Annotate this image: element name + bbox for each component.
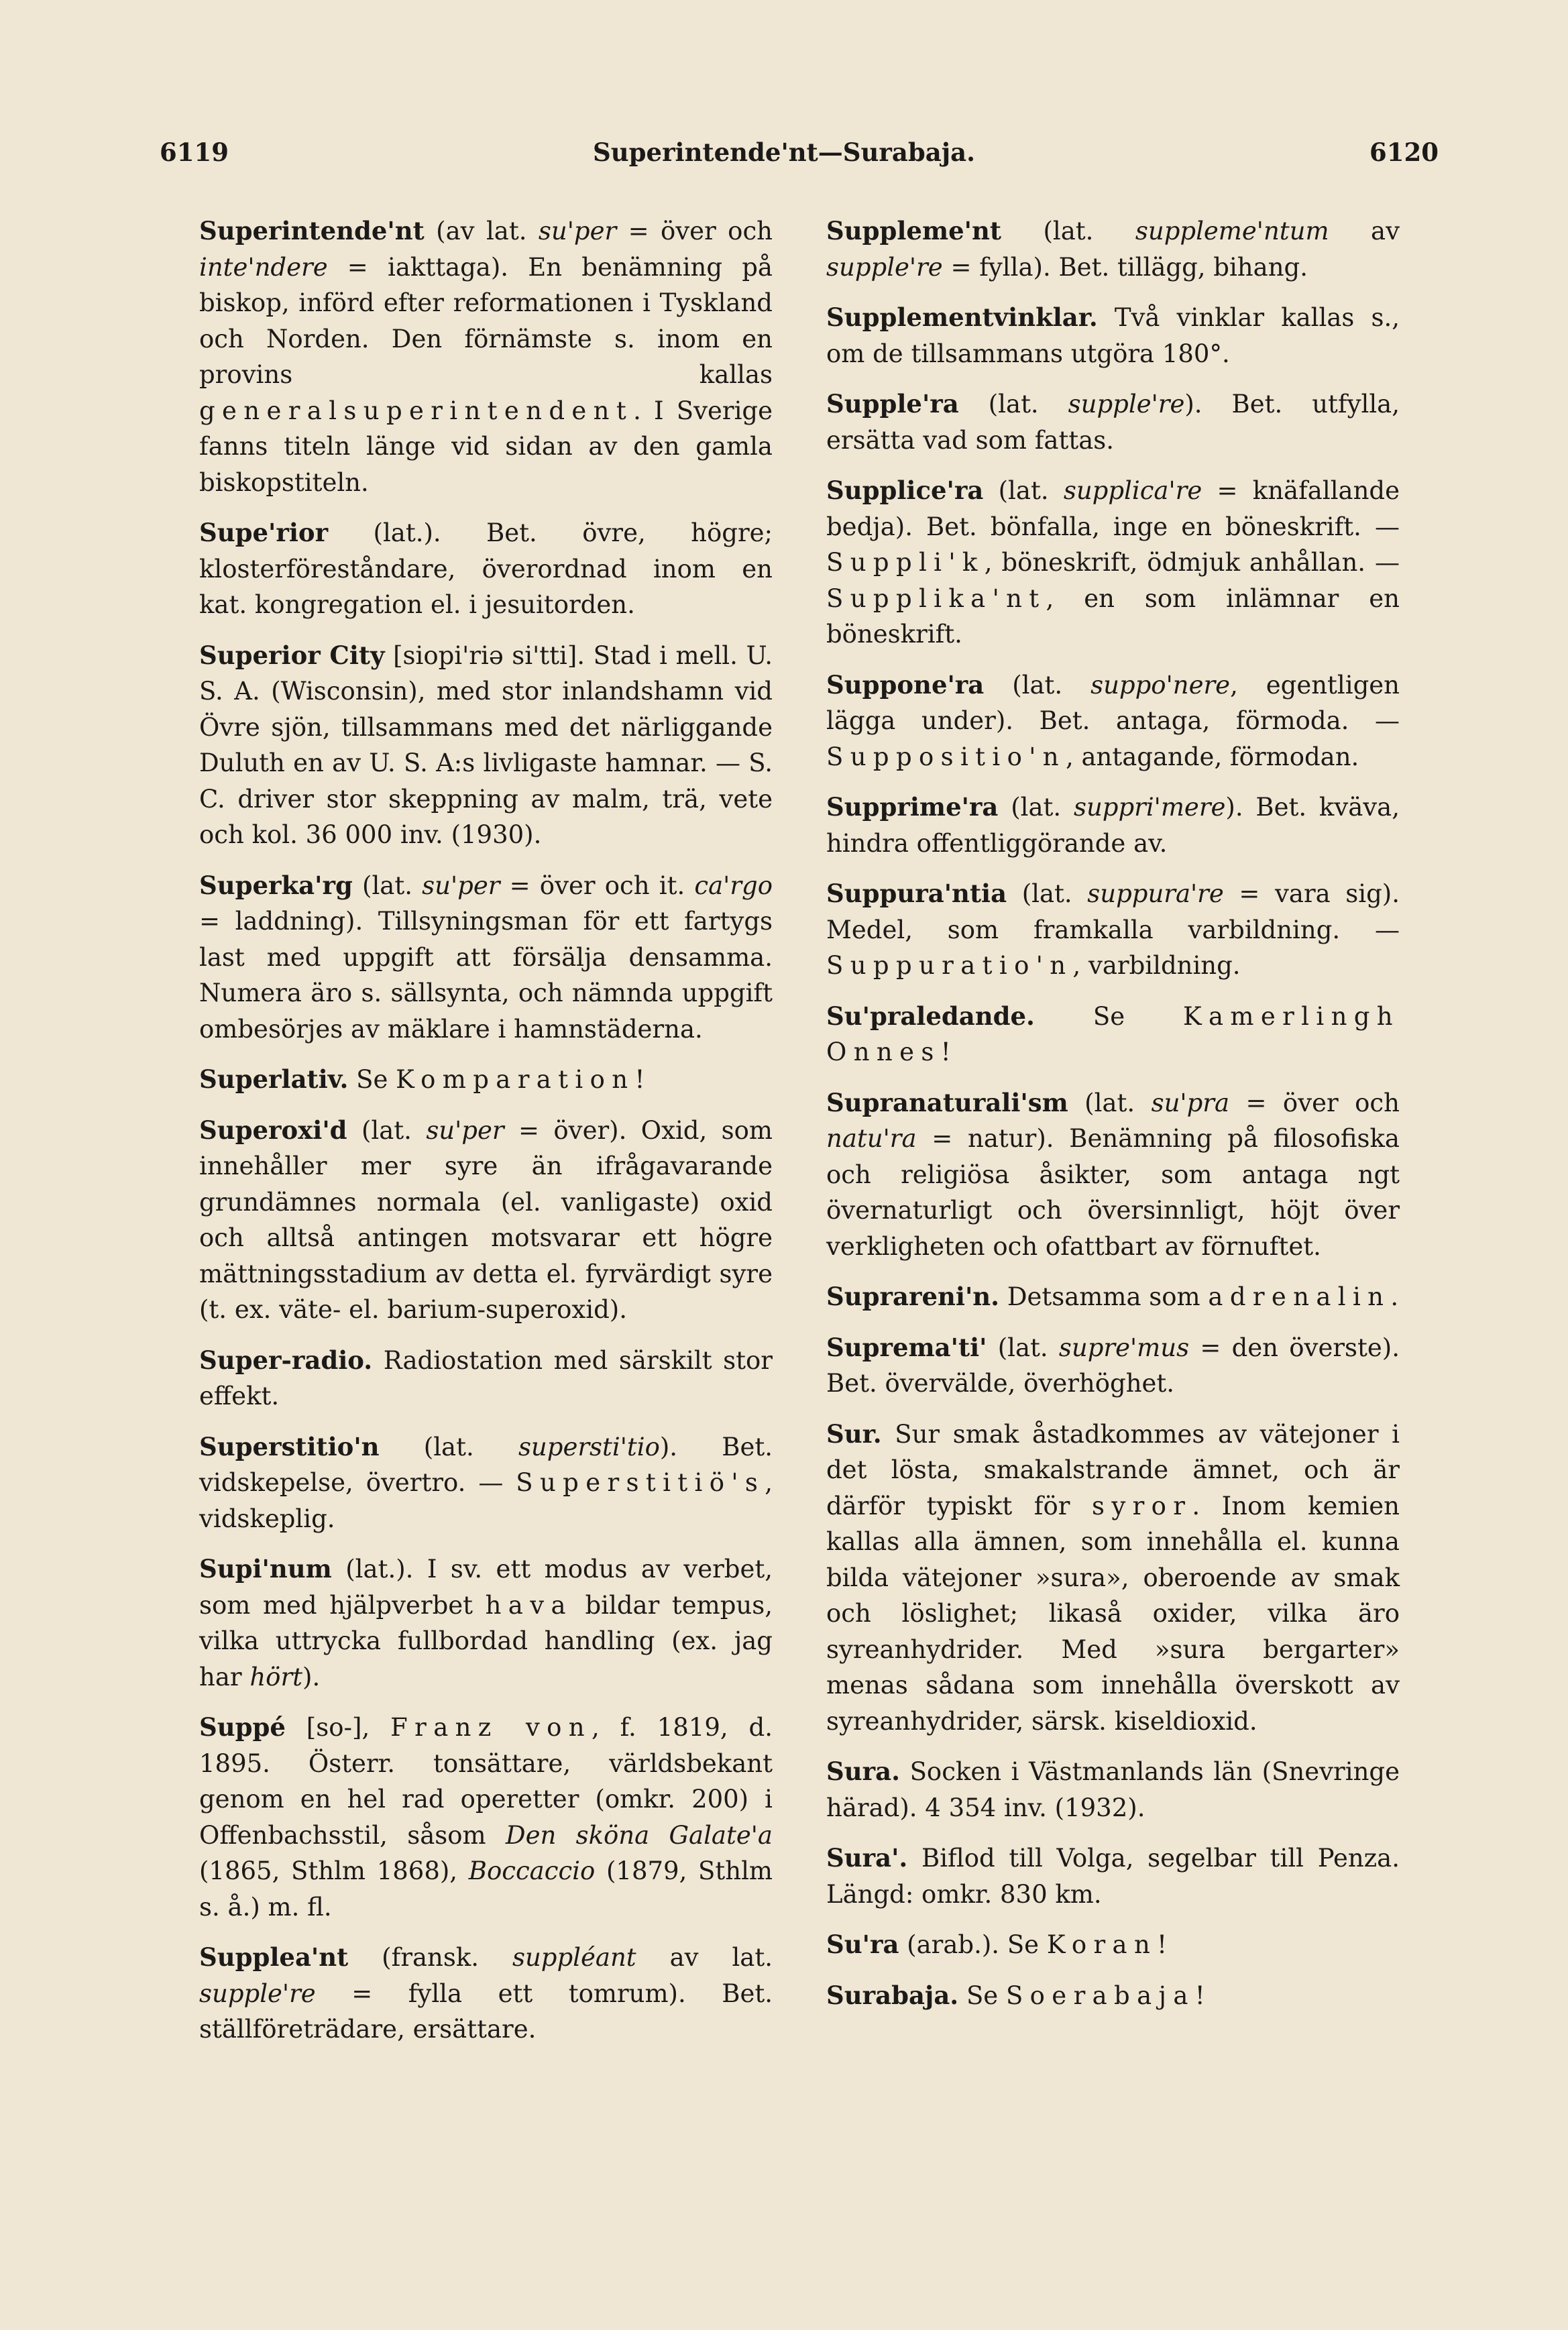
left-column [199,213,773,2062]
entry-supplicera [826,473,1400,653]
entry-supplera [826,386,1400,458]
headword: Suppé [199,1712,286,1742]
spaced-reference: Soerabaja [1005,1981,1195,2010]
entry-text: ). Bet. utfylla, ersätta vad som fattas. [826,390,1400,455]
italic-term: suppléant [512,1943,636,1972]
entry-supraledande [826,999,1400,1070]
entry-text: [so-], [285,1713,391,1742]
running-head [0,137,1568,178]
entry-surabaja [826,1978,1400,2014]
entry-text: = över och it. [500,871,695,900]
entry-text: ! [634,1065,645,1094]
italic-term: Den sköna Galate'a [505,1820,773,1850]
running-title: Superintende'nt—Surabaja. [593,137,975,167]
entry-superoxid [199,1113,773,1328]
entry-supprimera [826,789,1400,861]
entry-supponera [826,667,1400,775]
headword: Superka'rg [199,870,353,900]
entry-text: . I Sverige fanns titeln länge vid sidan av den gamla biskopstiteln. [199,396,773,497]
entry-text: (arab.). Se [899,1930,1047,1959]
italic-term: natu'ra [826,1124,917,1153]
italic-term: supersti'tio [518,1432,660,1461]
spaced-reference: Komparation [396,1065,635,1094]
italic-term: Boccaccio [468,1856,596,1885]
entry-text: (lat.). I sv. ett modus av verbet, som med hjälpverbet [199,1555,773,1620]
headword: Super-radio. [199,1345,373,1375]
entry-text: Se [958,1981,1006,2010]
entry-text: (lat. [983,476,1064,505]
italic-term: su'per [538,217,617,245]
entry-suppurantia [826,876,1400,984]
spaced-reference: Franz von [390,1713,592,1742]
headword: Supplea'nt [199,1942,349,1972]
entry-supremati [826,1330,1400,1402]
entry-text: Se [348,1065,396,1094]
entry-text: = natur). Benämning på filosofiska och religiösa åsikter, som antaga ngt övernaturligt och översinnligt, höjt över verkligheten och ofattbart av förnuftet. [826,1124,1400,1261]
entry-text: [siopi'riə si'tti]. Stad i mell. U. S. A. (Wisconsin), med stor inlandshamn vid Övre sjön, tillsammans med det närliggande Duluth en av U. S. A:s livligaste hamnar. — S. C. driver stor skeppning av malm, trä, vete och kol. 36 000 inv. (1930). [199,641,773,849]
entry-superlativ [199,1062,773,1098]
spaced-reference: hava [485,1590,573,1620]
italic-term: ca'rgo [694,871,773,900]
entry-text: ). Bet. kväva, hindra offentliggörande av. [826,793,1400,858]
entry-text: (lat. [987,1333,1059,1362]
italic-term: supplica're [1063,476,1202,505]
headword: Sura'. [826,1843,908,1873]
page-number-left: 6119 [160,137,229,167]
headword: Suprareni'n. [826,1282,1000,1311]
italic-term: supre'mus [1058,1333,1190,1362]
entry-text: (lat. [958,390,1068,419]
entry-text: , en som inlämnar en böneskrift. [826,584,1400,649]
headword: Supi'num [199,1554,332,1584]
spaced-reference: adrenalin [1208,1282,1391,1311]
entry-text: (lat. [1068,1088,1152,1117]
spaced-reference: Supplika'nt [826,584,1046,613]
entry-text: (lat. [984,670,1091,700]
entry-text: (lat. [352,871,423,900]
entry-text: Socken i Västmanlands län (Snevringe härad). 4 354 inv. (1932). [826,1757,1400,1822]
entry-supinum [199,1551,773,1695]
headword: Superintende'nt [199,216,425,245]
entry-text: , egentligen lägga under). Bet. antaga, förmoda. — [826,670,1400,735]
entry-text: Radiostation med särskilt stor effekt. [199,1345,773,1410]
entry-text: (lat. [347,1115,427,1145]
entry-text: (1879, Sthlm s. å.) m. fl. [199,1856,773,1922]
entry-text: , vidskeplig. [199,1468,773,1533]
entry-supplement [826,213,1400,285]
entry-text: (lat. [1001,217,1135,245]
italic-term: supple're [826,252,943,282]
italic-term: supple're [199,1979,316,2008]
entry-text: Två vinklar kallas s., om de tillsammans utgöra 180°. [826,303,1400,368]
spaced-reference: Kamerlingh Onnes [826,1001,1400,1066]
entry-text: Se [1034,1001,1184,1031]
entry-text: = över). Oxid, som innehåller mer syre än ifrågavarande grundämnes normala (el. vanligaste) oxid och alltså antingen motsvarar ett högre mättningsstadium av detta el. fyrvärdigt syre (t. ex. väte- el. barium-superoxid). [199,1115,773,1324]
entry-text: = vara sig). Medel, som framkalla varbildning. — [826,879,1400,944]
italic-term: suppura're [1087,879,1224,908]
entry-text: (av lat. [424,217,539,245]
spaced-reference: Suppli'k [826,548,985,577]
entry-text: (lat.). Bet. övre, högre; klosterföreståndare, överordnad inom en kat. kongregation el. i jesuitorden. [199,518,773,619]
italic-term: suppri'mere [1073,793,1226,822]
entry-suppleant [199,1940,773,2048]
entry-text: , böneskrift, ödmjuk anhållan. — [984,548,1400,577]
headword: Supple'ra [826,389,959,419]
italic-term: su'per [422,871,500,900]
headword: Superior City [199,640,385,670]
entry-text: ! [940,1038,951,1066]
headword: Suppone'ra [826,669,985,700]
entry-suppe [199,1710,773,1925]
italic-term: suppleme'ntum [1135,217,1329,245]
headword: Supplice'ra [826,476,984,505]
entry-superkarg [199,868,773,1048]
entry-text: (lat. [998,793,1074,822]
italic-term: inte'ndere [199,252,328,282]
page-number-right: 6120 [1369,137,1439,167]
entry-text: ! [1157,1930,1168,1959]
headword: Superstitio'n [199,1431,380,1461]
italic-term: supple're [1068,390,1185,419]
italic-term: suppo'nere [1090,670,1231,700]
headword: Supranaturali'sm [826,1087,1068,1117]
entry-text: Sur smak åstadkommes av vätejoner i det lösta, smakalstrande ämnet, och är därför typiskt för [826,1419,1400,1520]
headword: Supplementvinklar. [826,302,1098,332]
entry-text: , antagande, förmodan. [1065,742,1359,771]
entry-text: . Inom kemien kallas alla ämnen, som innehålla el. kunna bilda vätejoner »sura», oberoende av smak och löslighet; likaså oxider, vilka äro syreanhydrider. Med »sura bergarter» menas sådana som innehålla överskott av syreanhydrider, särsk. kiseldioxid. [826,1491,1400,1736]
entry-text: = knäfallande bedja). Bet. bönfalla, inge en böneskrift. — [826,476,1400,541]
entry-text: ). Bet. vidskepelse, övertro. — [199,1432,773,1497]
entry-text: (1865, Sthlm 1868), [199,1856,469,1885]
italic-term: su'per [426,1115,504,1145]
headword: Superlativ. [199,1064,349,1094]
headword: Sura. [826,1757,900,1786]
entry-superstition [199,1429,773,1537]
entry-supranaturalism [826,1085,1400,1265]
entry-sura-arab [826,1927,1400,1963]
entry-sur [826,1417,1400,1740]
italic-term: hört [249,1662,303,1691]
spaced-reference: Suppuratio'n [826,951,1073,980]
spaced-reference: generalsuperintendent [199,396,634,425]
entry-suprarenin [826,1279,1400,1315]
headword: Surabaja. [826,1980,959,2010]
spaced-reference: Koran [1046,1930,1158,1959]
headword: Su'ra [826,1930,899,1959]
headword: Sur. [826,1419,882,1449]
entry-text: bildar tempus, vilka uttrycka fullbordad handling (ex. jag har [199,1590,773,1691]
entry-text: = fylla). Bet. tillägg, bihang. [942,252,1308,282]
entry-text: ! [1194,1981,1205,2010]
headword: Suprema'ti' [826,1332,987,1362]
headword: Suppleme'nt [826,216,1001,245]
entry-superintendent [199,213,773,500]
entry-super-radio [199,1343,773,1414]
entry-text: Detsamma som [999,1282,1209,1311]
spaced-reference: syror [1092,1491,1192,1520]
entry-superior-city [199,638,773,853]
entry-text: av [1329,217,1400,245]
headword: Su'praledande. [826,1001,1035,1031]
entry-text: , varbildning. [1072,951,1241,980]
entry-text: (lat. [379,1432,518,1461]
entry-text: ). [302,1662,321,1691]
entry-text: (fransk. [348,1943,512,1972]
entry-superior [199,515,773,623]
spaced-reference: Superstitiö's [516,1468,765,1497]
spaced-reference: Suppositio'n [826,742,1066,771]
headword: Suppura'ntia [826,879,1007,908]
entry-text: = laddning). Tillsyningsman för ett fartygs last med uppgift att försälja densamma. Numera äro s. sällsynta, och nämnda uppgift ombesörjes av mäklare i hamnstäderna. [199,907,773,1044]
entry-sura [826,1754,1400,1826]
entry-text: . [1390,1282,1399,1311]
headword: Supe'rior [199,518,329,547]
entry-text: = över och [616,217,773,245]
entry-text: Biflod till Volga, segelbar till Penza. Längd: omkr. 830 km. [826,1844,1400,1909]
entry-text: (lat. [1007,879,1088,908]
headword: Supprime'ra [826,792,999,822]
right-column [826,213,1400,2028]
entry-supplementvinklar [826,300,1400,372]
headword: Superoxi'd [199,1115,347,1145]
entry-text: = fylla ett tomrum). Bet. ställföreträdare, ersättare. [199,1979,773,2044]
entry-text: = över och [1229,1088,1400,1117]
entry-text: , f. 1819, d. 1895. Österr. tonsättare, världsbekant genom en hel rad operetter (omkr. 200) i Offenbachsstil, såsom [199,1713,773,1850]
entry-text: = den överste). Bet. övervälde, överhöghet. [826,1333,1400,1398]
entry-text: = iakttaga). En benämning på biskop, införd efter reformationen i Tyskland och Norden. Den förnämste s. inom en provins kallas [199,252,773,389]
entry-text: av lat. [636,1943,773,1972]
italic-term: su'pra [1151,1088,1230,1117]
entry-sura-river [826,1840,1400,1912]
